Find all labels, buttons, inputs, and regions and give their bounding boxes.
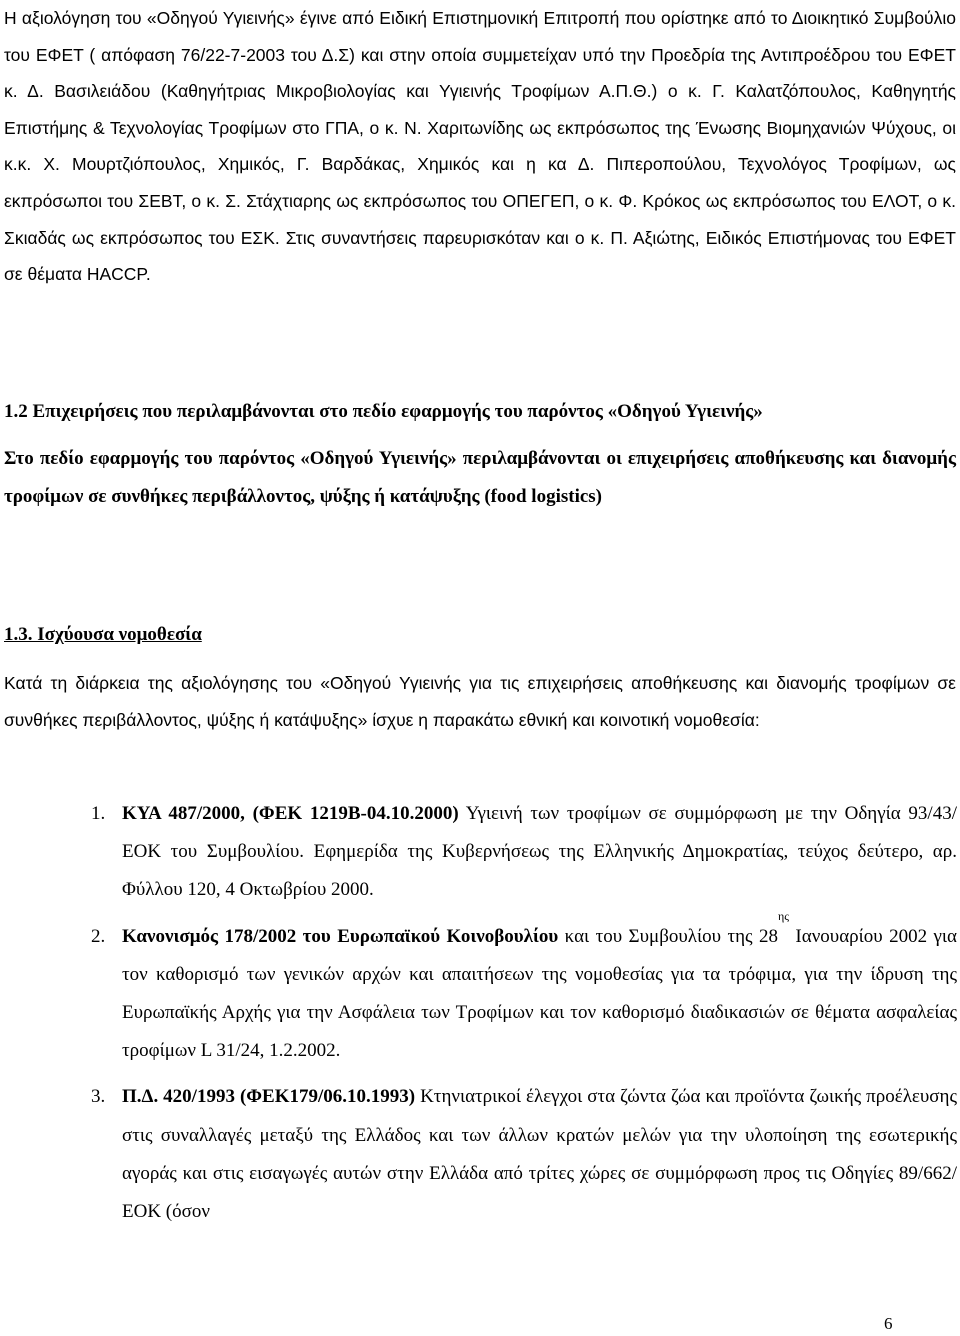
list-item	[0, 908, 957, 1071]
legislation-list	[0, 795, 960, 1239]
list-item-number: 1.	[91, 803, 106, 824]
list-item-title: ΚΥΑ 487/2000, (ΦΕΚ 1219Β-04.10.2000)	[122, 803, 459, 824]
list-item-text: Κτηνιατρικοί έλεγχοι στα ζώντα ζώα και προϊόντα ζωικής προέλευσης στις συναλλαγές μεταξύ της Ελλάδος και των άλλων κρατών μελών για την υλοποίηση της εσωτερικής αγοράς και στις εισαγωγές αυτών στην Ελλάδα από τρίτες χώρες σε συμμόρφωση προς τις Οδηγίες 89/662/ΕΟΚ (όσον	[122, 1086, 957, 1223]
list-item-title: Κανονισμός 178/2002 του Ευρωπαϊκού Κοινοβουλίου	[122, 925, 559, 947]
list-item-title: Π.Δ. 420/1993 (ΦΕΚ179/06.10.1993)	[122, 1086, 416, 1108]
intro-paragraph: Η αξιολόγηση του «Οδηγού Υγιεινής» έγινε από Ειδική Επιστημονική Επιτροπή που ορίστηκε από το Διοικητικό Συμβούλιο του ΕΦΕΤ ( απόφαση 76/22-7-2003 του Δ.Σ) και στην οποία συμμετείχαν υπό την Προεδρία της Αντιπροέδρου του ΕΦΕΤ κ. Δ. Βασιλειάδου (Καθηγήτριας Μικροβιολογίας και Υγιεινής Τροφίμων Α.Π.Θ.) ο κ. Γ. Καλατζόπουλος, Καθηγητής Επιστήμης & Τεχνολογίας Τροφίμων στο ΓΠΑ, ο κ. Ν. Χαριτωνίδης ως εκπρόσωπος της Ένωσης Βιομηχανιών Ψύχους, οι κ.κ. Χ. Μουρτζιόπουλος, Χημικός, Γ. Βαρδάκας, Χημικός και η κα Δ. Πιπεροπούλου, Τεχνολόγος Τροφίμων, ως εκπρόσωποι του ΣΕΒΤ, ο κ. Σ. Στάχτιαρης ως εκπρόσωπος του ΟΠΕΓΕΠ, ο κ. Φ. Κρόκος ως εκπρόσωπος του ΕΛΟΤ, ο κ. Σκιαδάς ως εκπρόσωπος του ΕΣΚ. Στις συναντήσεις παρευρισκόταν και ο κ. Π. Αξιώτης, Ειδικός Επιστήμονας του ΕΦΕΤ σε θέματα HACCP.	[4, 8, 956, 285]
section-paragraph-1-3: Κατά τη διάρκεια της αξιολόγησης του «Οδηγού Υγιεινής για τις επιχειρήσεις αποθήκευσης και διανομής τροφίμων σε συνθήκες περιβάλλοντος, ψύξης ή κατάψυξης» ίσχυε η παρακάτω εθνική και κοινοτική νομοθεσία:	[4, 673, 956, 730]
list-item-text: και του Συμβουλίου της 28	[558, 925, 778, 947]
list-item-number: 3.	[91, 1086, 106, 1108]
section-heading-1-3: 1.3. Ισχύουσα νομοθεσία	[4, 624, 202, 645]
page-number: 6	[884, 1314, 893, 1333]
ordinal-superscript: ης	[777, 908, 789, 923]
list-item	[0, 1078, 957, 1231]
section-paragraph-1-2: Στο πεδίο εφαρμογής του παρόντος «Οδηγού Υγιεινής» περιλαμβάνονται οι επιχειρήσεις αποθήκευσης και διανομής τροφίμων σε συνθήκες περιβάλλοντος, ψύξης ή κατάψυξης (food logistics)	[4, 448, 956, 508]
list-item-text: Υγιεινή των τροφίμων σε συμμόρφωση με την Οδηγία 93/43/ΕΟΚ του Συμβουλίου. Εφημερίδα της Κυβερνήσεως της Ελληνικής Δημοκρατίας, τεύχος δεύτερο, αρ. Φύλλου 120, 4 Οκτωβρίου 2000.	[122, 803, 957, 901]
list-item	[0, 795, 957, 910]
list-item-number: 2.	[91, 925, 106, 947]
section-heading-1-2: 1.2 Επιχειρήσεις που περιλαμβάνονται στο πεδίο εφαρμογής του παρόντος «Οδηγού Υγιεινής»	[4, 401, 763, 422]
list-item-text: Ιανουαρίου 2002 για τον καθορισμό των γενικών αρχών και απαιτήσεων της νομοθεσίας για τα τρόφιμα, για την ίδρυση της Ευρωπαϊκής Αρχής για την Ασφάλεια των Τροφίμων και τον καθορισμό διαδικασιών σε θέματα ασφαλείας τροφίμων L 31/24, 1.2.2002.	[122, 925, 957, 1062]
